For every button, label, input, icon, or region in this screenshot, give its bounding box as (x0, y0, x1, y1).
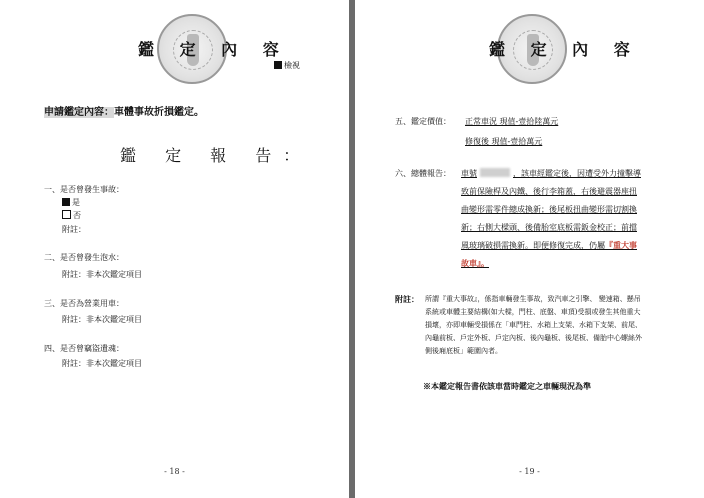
question-2: 二、是否曾發生泡水： (44, 253, 124, 262)
note-line-3: 損壞，亦即車輛受損係在「車門柱、水箱上支架、水箱下支架、前尾、 (425, 321, 642, 329)
redacted-plate (480, 168, 510, 177)
q1-note: 附註： (62, 225, 86, 234)
report-line-2: 致前保險桿及內鐵、後行李箱蓋，右後避震器座扭 (461, 187, 637, 196)
page-18 (0, 0, 349, 498)
page-number: - 18 - (164, 467, 185, 476)
page-title: 鑑 定 內 容 (138, 40, 289, 59)
checked-box-icon (274, 61, 282, 69)
question-3: 三、是否為營業用車： (44, 299, 124, 308)
note-line-2: 系統或車體主要結構(如大樑，門柱、底盤、車頂)受損或發生其他重大 (425, 308, 641, 316)
report-line-1: 車號 ，該車經鑑定後，因遭受外力撞擊導 (461, 169, 641, 178)
report-line-3: 曲變形需零件總成換新；後尾板扭曲變形需切割換 (461, 205, 637, 214)
checked-box-icon (62, 198, 70, 206)
report-heading: 鑑 定 報 告： (120, 146, 312, 165)
note-line-4: 內龜前板、戶定外板、戶定內板、後內龜板、後尾板、備胎中心螺絲外 (425, 334, 642, 342)
page-19 (355, 0, 704, 498)
report-line-6: 故車』。 (461, 258, 489, 268)
question-4: 四、是否曾竊盜遺魂： (44, 344, 124, 353)
report-line-4: 新；右側大樑頭、後備胎室底板需鈑金校正；前擋 (461, 223, 637, 232)
q1-yes-option: 是 (62, 197, 80, 208)
apply-value: 車體事故折損鑑定。 (114, 107, 204, 118)
page-title: 鑑 定 內 容 (489, 40, 640, 59)
q1-no-option: 否 (62, 210, 81, 221)
note-line-1: 所謂『重大事故』，係指車輛發生事故，致汽車之引擎、 變速箱、懸吊 (425, 295, 641, 303)
page-number: - 19 - (519, 467, 540, 476)
apply-label: 申請鑑定內容： (44, 107, 114, 118)
value-label: 五、鑑定價值： (395, 117, 451, 126)
apply-content-line (44, 103, 204, 118)
q4-note: 附註：非本次鑑定項目 (62, 359, 142, 368)
q2-note: 附註：非本次鑑定項目 (62, 270, 142, 279)
report-line-5: 風玻璃破損需換新。即便修復完成，仍屬『重大事 (461, 240, 637, 250)
check-tag: 檢視 (274, 60, 300, 71)
q3-note: 附註：非本次鑑定項目 (62, 315, 142, 324)
value-repaired: 修復後 現值-壹拾萬元 (465, 137, 543, 146)
report-label: 六、總體報告： (395, 169, 451, 178)
note-line-5: 側後廂底板」範圍內者。 (425, 347, 502, 355)
note-label: 附註： (395, 294, 419, 304)
value-normal: 正常車況 現值-壹拾陸萬元 (465, 117, 559, 126)
unchecked-box-icon (62, 210, 71, 219)
question-1: 一、是否曾發生事故： (44, 185, 124, 194)
footnote: ※本鑑定報告書依該車當時鑑定之車輛現況為準 (423, 381, 591, 391)
